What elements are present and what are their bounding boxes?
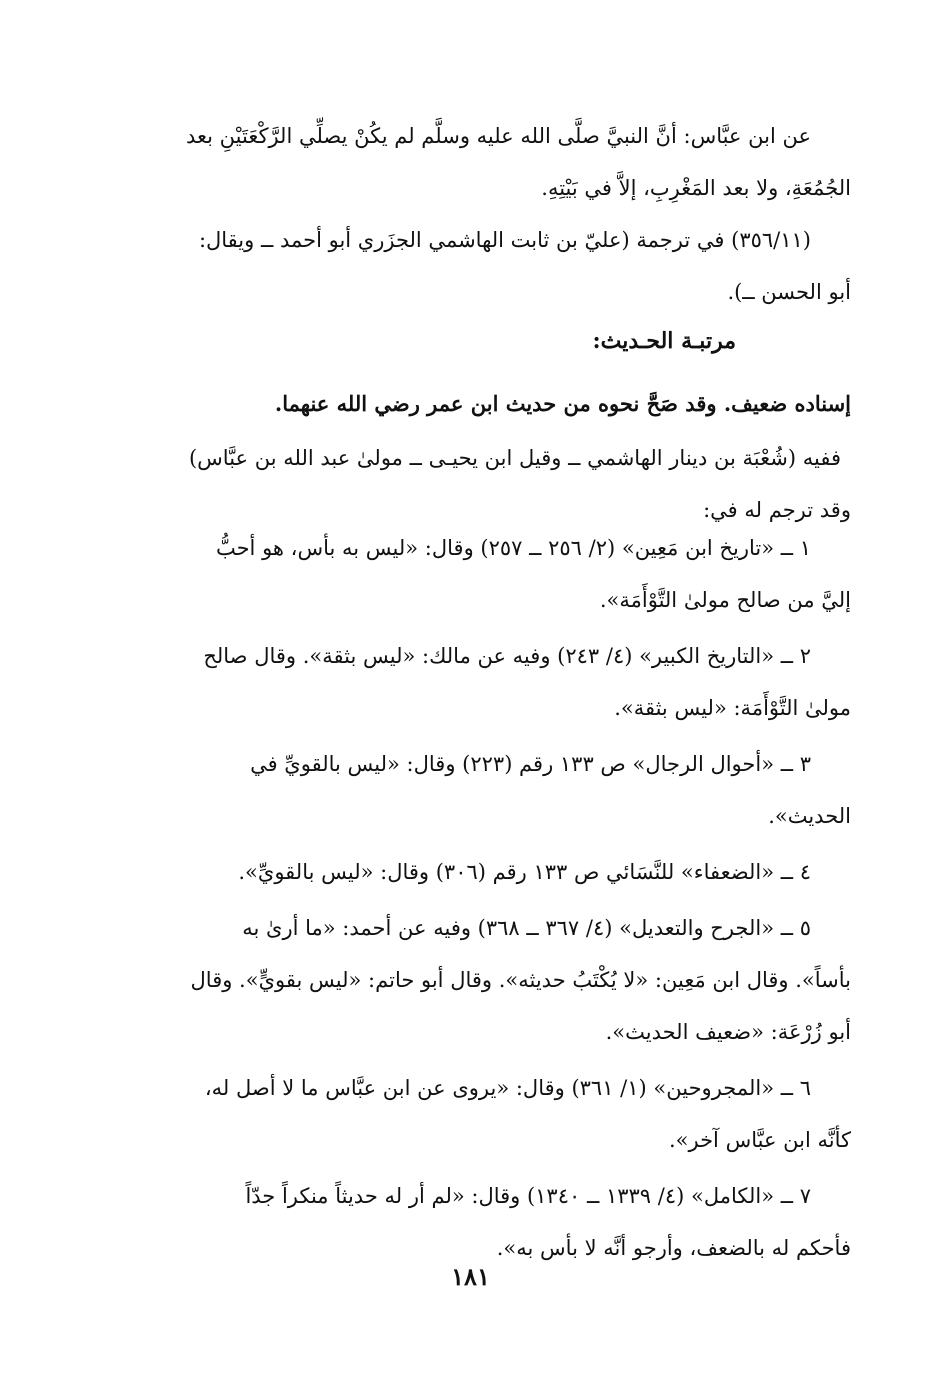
reference-line: ١ ــ «تاريخ ابن مَعِين» (٢/ ٢٥٦ ــ ٢٥٧) وقال: «ليس به بأس، هو أحبُّ	[215, 536, 811, 560]
grading-paragraph	[91, 378, 851, 430]
narrator-line: ففيه (شُعْبَة بن دينار الهاشمي ــ وقيل ابن يحيـى ــ مولىٰ عبد الله بن عبَّاس)	[188, 446, 841, 470]
reference-entry	[91, 738, 851, 842]
narrator-line: وقد ترجم له في:	[703, 498, 851, 522]
intro-line: أبو الحسن ــ).	[727, 280, 851, 304]
reference-line: الحديث».	[768, 804, 851, 828]
reference-line: ٢ ــ «التاريخ الكبير» (٤/ ٢٤٣) وفيه عن مالك: «ليس بثقة». وقال صالح	[203, 644, 811, 668]
reference-line: بأساً». وقال ابن مَعِين: «لا يُكْتَبُ حديثه». وقال أبو حاتم: «ليس بقويٍّ». وقال	[190, 968, 851, 992]
references-list	[91, 522, 851, 1278]
reference-line: ٦ ــ «المجروحين» (١/ ٣٦١) وقال: «يروى عن ابن عبَّاس ما لا أصل له،	[204, 1076, 811, 1100]
reference-line: ٥ ــ «الجرح والتعديل» (٤/ ٣٦٧ ــ ٣٦٨) وفيه عن أحمد: «ما أرىٰ به	[242, 916, 811, 940]
reference-line: إليَّ من صالح مولىٰ التَّوْأَمَة».	[599, 588, 851, 612]
reference-line: فأحكم له بالضعف، وأرجو أنَّه لا بأس به».	[496, 1236, 851, 1260]
reference-entry	[91, 846, 851, 898]
reference-line: أبو زُرْعَة: «ضعيف الحديث».	[605, 1020, 851, 1044]
narrator-paragraph	[91, 432, 851, 536]
page-number: ١٨١	[451, 1262, 490, 1291]
reference-entry	[91, 1062, 851, 1166]
section-heading: مرتبـة الحـديث:	[592, 328, 736, 354]
intro-line: عن ابن عبَّاس: أنَّ النبيَّ صلَّى الله عليه وسلَّم لم يكُنْ يصلِّي الرَّكْعَتَيْنِ بعد	[186, 124, 811, 148]
reference-entry	[91, 1170, 851, 1274]
reference-line: ٤ ــ «الضعفاء» للنَّسَائي ص ١٣٣ رقم (٣٠٦) وقال: «ليس بالقويِّ».	[238, 860, 811, 884]
intro-line: الجُمُعَةِ، ولا بعد المَغْرِبِ، إلاَّ في بَيْتِهِ.	[541, 176, 851, 200]
reference-entry	[91, 902, 851, 1058]
reference-entry	[91, 630, 851, 734]
reference-line: كأنَّه ابن عبَّاس آخر».	[668, 1128, 851, 1152]
reference-entry	[91, 522, 851, 626]
intro-line: (٣٥٦/١١) في ترجمة (عليّ بن ثابت الهاشمي الجزَري أبو أحمد ــ ويقال:	[198, 228, 811, 252]
intro-paragraph	[91, 110, 851, 318]
grading-line: إسناده ضعيف. وقد صَحَّ نحوه من حديث ابن عمر رضي الله عنهما.	[274, 391, 851, 416]
reference-line: ٣ ــ «أحوال الرجال» ص ١٣٣ رقم (٢٢٣) وقال: «ليس بالقويِّ في	[250, 752, 811, 776]
reference-line: مولىٰ التَّوْأَمَة: «ليس بثقة».	[614, 696, 851, 720]
reference-line: ٧ ــ «الكامل» (٤/ ١٣٣٩ ــ ١٣٤٠) وقال: «لم أر له حديثاً منكراً جدّاً	[245, 1184, 811, 1208]
